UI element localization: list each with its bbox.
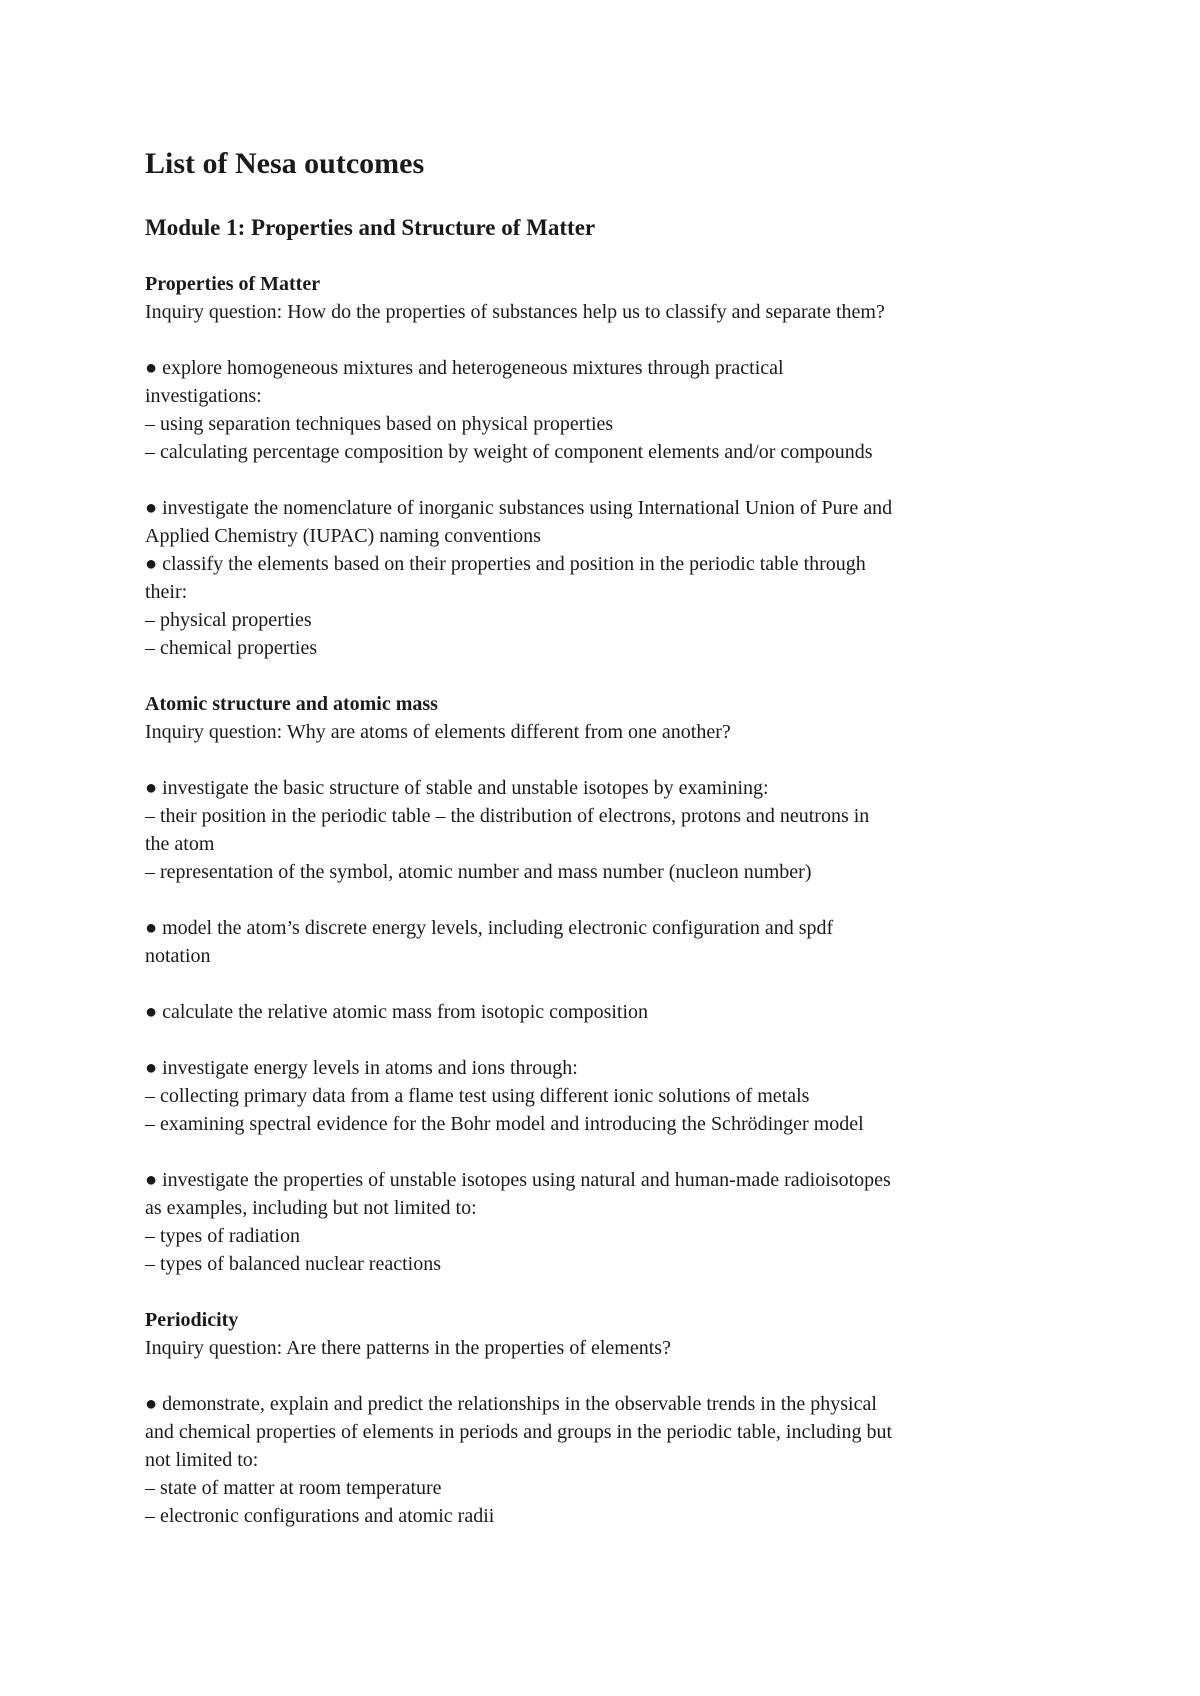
outcome-line: – calculating percentage composition by weight of component elements and/or compounds bbox=[145, 441, 873, 463]
blank-line bbox=[145, 886, 1065, 914]
section-spacer bbox=[145, 662, 1065, 690]
section-heading: Periodicity bbox=[145, 1309, 239, 1331]
blank-line bbox=[145, 1138, 1065, 1166]
section-heading: Properties of Matter bbox=[145, 273, 321, 295]
outcome-line: the atom bbox=[145, 833, 215, 855]
outcome-line: – types of radiation bbox=[145, 1225, 300, 1247]
inquiry-question: Inquiry question: How do the properties of substances help us to classify and separate them? bbox=[145, 301, 885, 323]
section bbox=[145, 690, 1065, 1306]
outcome-line: notation bbox=[145, 945, 211, 967]
section bbox=[145, 1306, 1065, 1530]
outcome-line: ● investigate energy levels in atoms and ions through: bbox=[145, 1057, 578, 1079]
blank-line bbox=[145, 326, 1065, 354]
outcome-line: investigations: bbox=[145, 385, 262, 407]
outcome-line: – physical properties bbox=[145, 609, 312, 631]
outcome-line: Applied Chemistry (IUPAC) naming conventions bbox=[145, 525, 541, 547]
outcome-line: – chemical properties bbox=[145, 637, 318, 659]
outcome-line: ● investigate the basic structure of stable and unstable isotopes by examining: bbox=[145, 777, 769, 799]
sections-container bbox=[145, 270, 1065, 1530]
outcome-line: ● investigate the nomenclature of inorganic substances using International Union of Pure and bbox=[145, 497, 893, 519]
outcome-line: – using separation techniques based on physical properties bbox=[145, 413, 614, 435]
document-content bbox=[145, 146, 1065, 1530]
outcome-line: ● demonstrate, explain and predict the relationships in the observable trends in the physical bbox=[145, 1393, 877, 1415]
section-heading: Atomic structure and atomic mass bbox=[145, 693, 438, 715]
outcome-line: – representation of the symbol, atomic number and mass number (nucleon number) bbox=[145, 861, 812, 883]
outcome-line: – state of matter at room temperature bbox=[145, 1477, 442, 1499]
blank-line bbox=[145, 746, 1065, 774]
outcome-line: their: bbox=[145, 581, 188, 603]
section bbox=[145, 270, 1065, 690]
outcome-line: and chemical properties of elements in periods and groups in the periodic table, including but bbox=[145, 1421, 893, 1443]
outcome-line: – collecting primary data from a flame test using different ionic solutions of metals bbox=[145, 1085, 810, 1107]
outcome-line: – examining spectral evidence for the Bohr model and introducing the Schrödinger model bbox=[145, 1113, 864, 1135]
outcome-line: as examples, including but not limited to: bbox=[145, 1197, 477, 1219]
outcome-line: ● model the atom’s discrete energy levels, including electronic configuration and spdf bbox=[145, 917, 834, 939]
outcome-line: ● explore homogeneous mixtures and heterogeneous mixtures through practical bbox=[145, 357, 784, 379]
blank-line bbox=[145, 466, 1065, 494]
outcome-line: – types of balanced nuclear reactions bbox=[145, 1253, 441, 1275]
outcome-line: not limited to: bbox=[145, 1449, 259, 1471]
blank-line bbox=[145, 1362, 1065, 1390]
blank-line bbox=[145, 1026, 1065, 1054]
document-title: List of Nesa outcomes bbox=[145, 147, 425, 180]
outcome-line: ● investigate the properties of unstable isotopes using natural and human-made radioisotopes bbox=[145, 1169, 891, 1191]
outcome-line: – their position in the periodic table – the distribution of electrons, protons and neutrons in bbox=[145, 805, 870, 827]
outcome-line: – electronic configurations and atomic radii bbox=[145, 1505, 495, 1527]
outcome-line: ● classify the elements based on their properties and position in the periodic table through bbox=[145, 553, 866, 575]
inquiry-question: Inquiry question: Are there patterns in the properties of elements? bbox=[145, 1337, 671, 1359]
outcome-line: ● calculate the relative atomic mass from isotopic composition bbox=[145, 1001, 649, 1023]
section-spacer bbox=[145, 1278, 1065, 1306]
inquiry-question: Inquiry question: Why are atoms of elements different from one another? bbox=[145, 721, 731, 743]
blank-line bbox=[145, 970, 1065, 998]
module-title: Module 1: Properties and Structure of Matter bbox=[145, 215, 596, 240]
